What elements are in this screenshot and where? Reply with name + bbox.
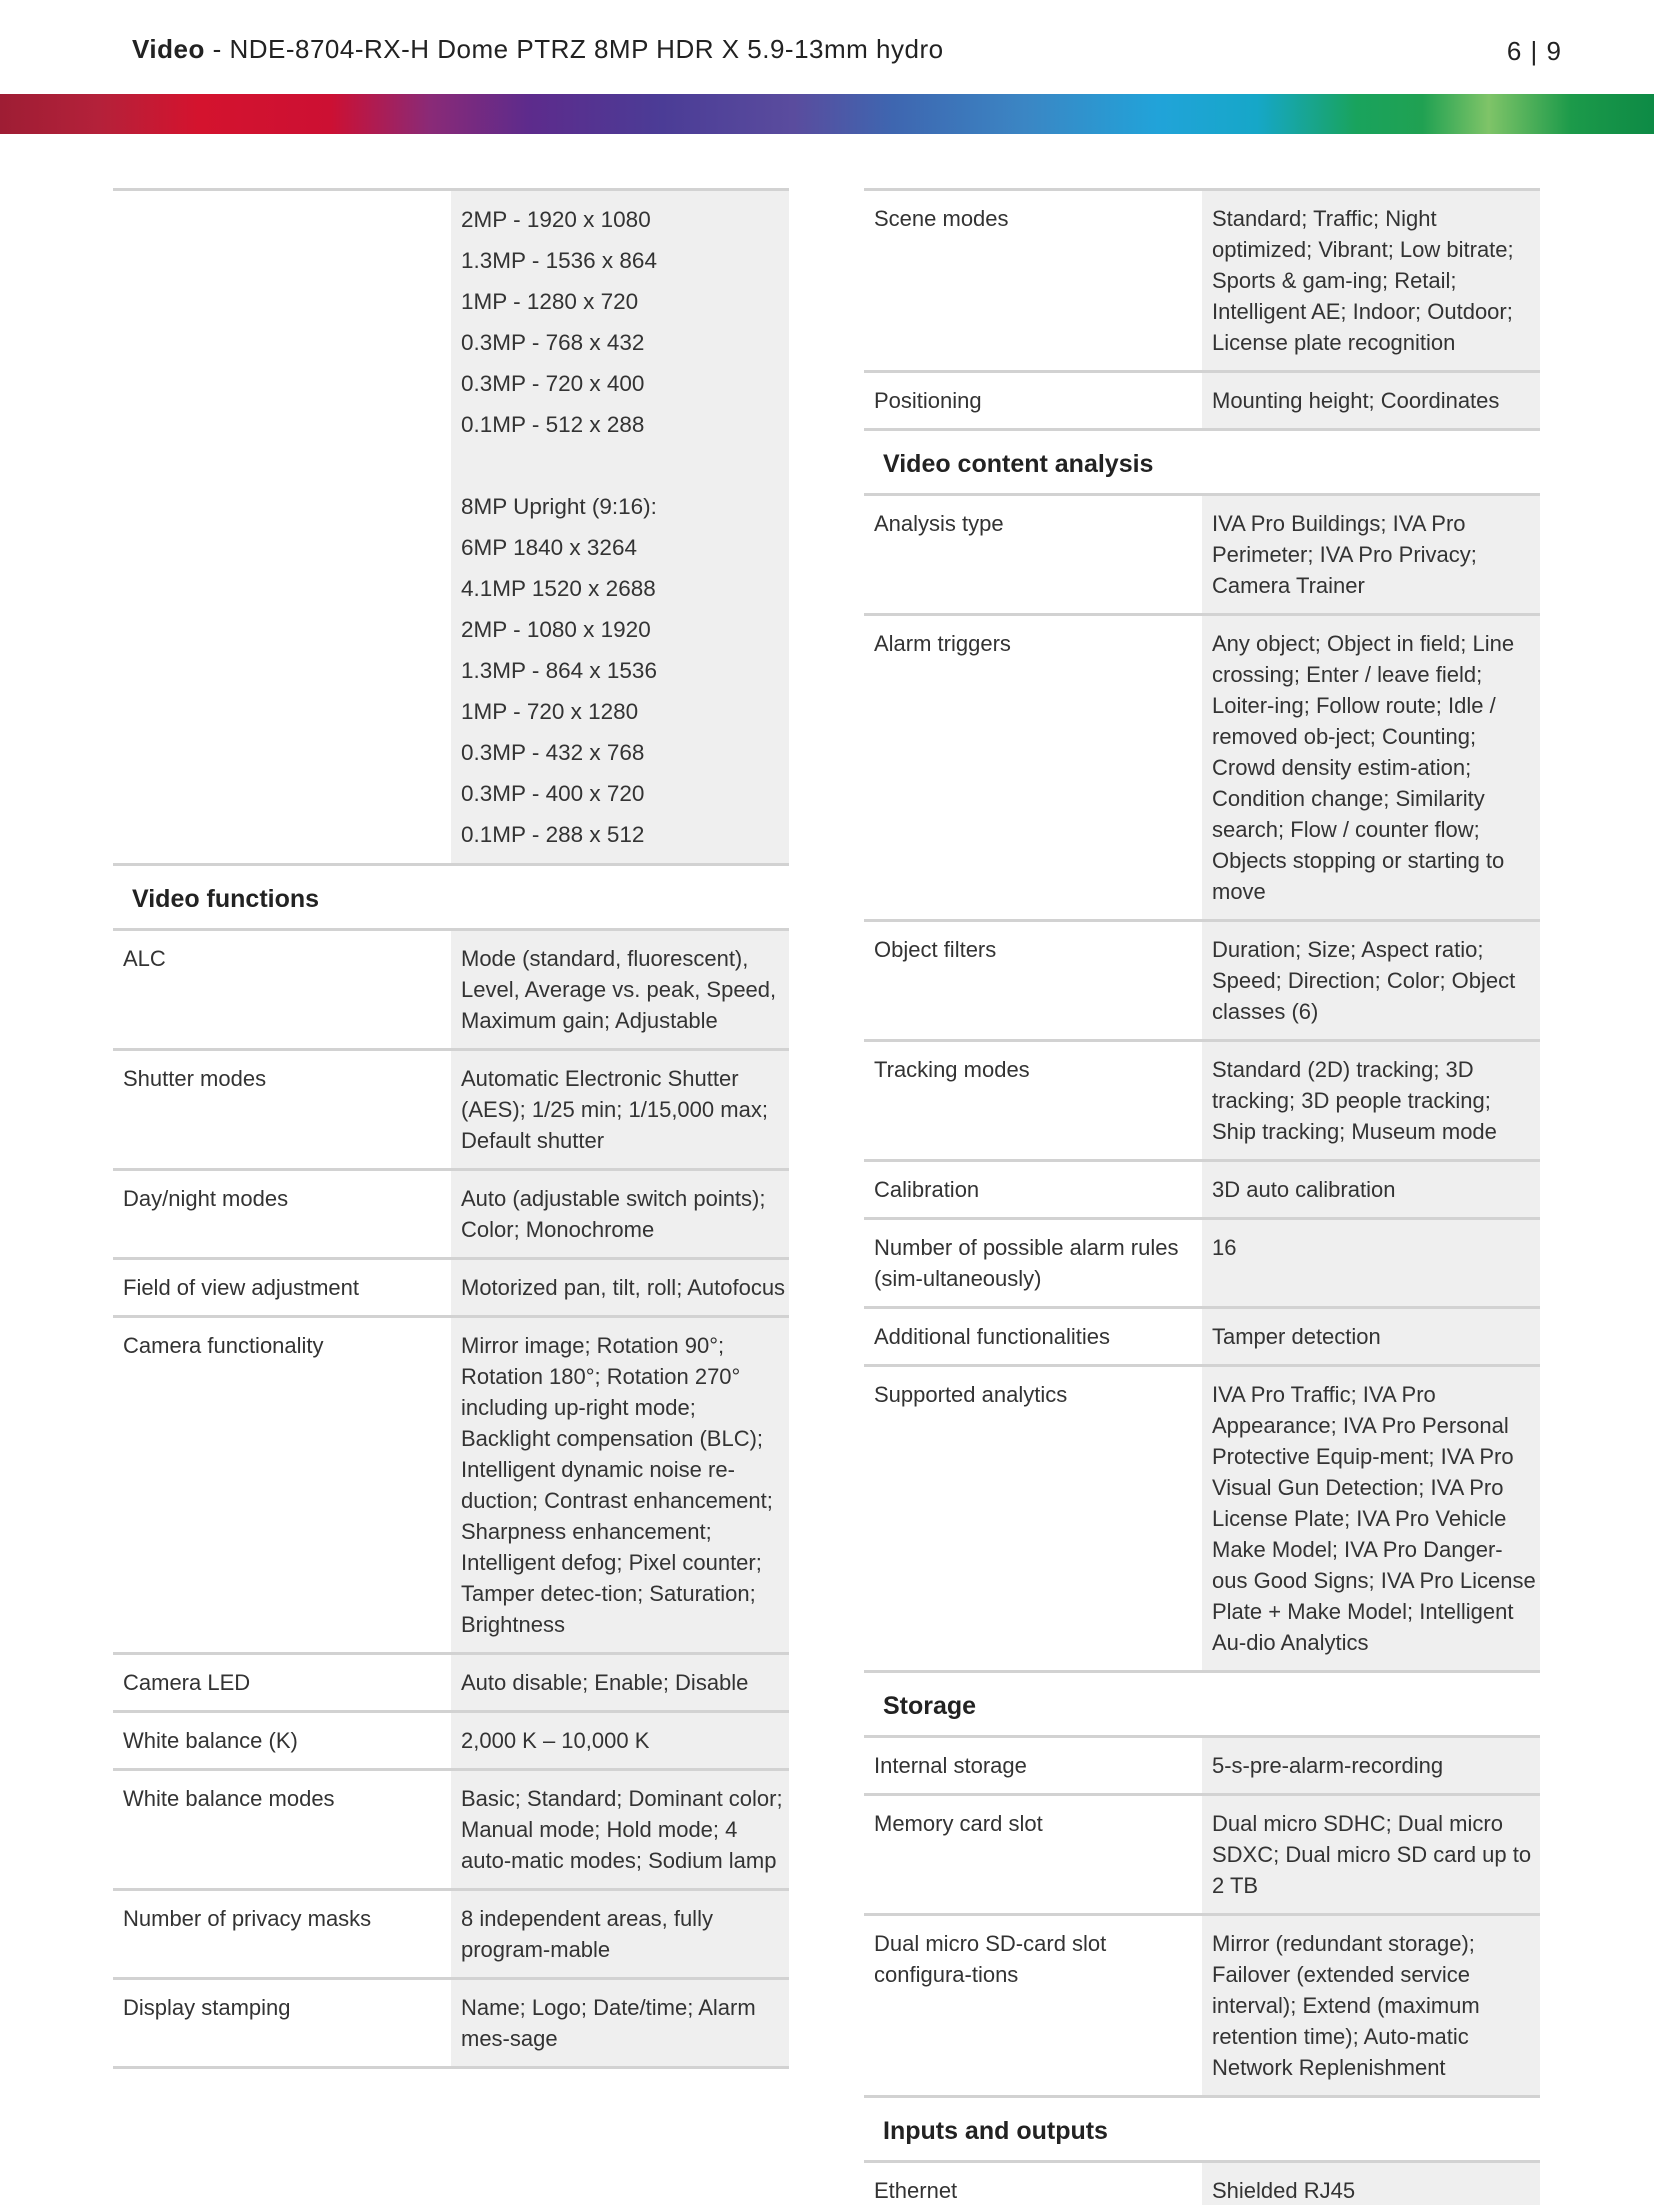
table-row <box>864 1219 1540 1308</box>
row-label: Supported analytics <box>864 1366 1202 1672</box>
row-label: Shutter modes <box>113 1050 451 1170</box>
row-value: Basic; Standard; Dominant color; Manual mode; Hold mode; 4 auto-matic modes; Sodium lamp <box>451 1770 789 1890</box>
table-row-resolutions <box>113 190 789 865</box>
table-row <box>113 1259 789 1317</box>
row-value: 3D auto calibration <box>1202 1161 1540 1219</box>
resolution-spacer <box>461 445 787 486</box>
row-label: Object filters <box>864 921 1202 1041</box>
row-value: Any object; Object in field; Line crossing; Enter / leave field; Loiter-ing; Follow route; Idle / removed ob-ject; Counting; Crowd density estim-ation; Condition change; Similarity search; Flow / counter flow; Objects stopping or starting to move <box>1202 615 1540 921</box>
table-row <box>864 2162 1540 2205</box>
row-label: Calibration <box>864 1161 1202 1219</box>
resolution-item: 0.3MP - 432 x 768 <box>461 740 645 765</box>
row-label: White balance (K) <box>113 1712 451 1770</box>
row-label: Field of view adjustment <box>113 1259 451 1317</box>
row-value: Motorized pan, tilt, roll; Autofocus <box>451 1259 789 1317</box>
row-value: Standard (2D) tracking; 3D tracking; 3D people tracking; Ship tracking; Museum mode <box>1202 1041 1540 1161</box>
row-label: Scene modes <box>864 190 1202 372</box>
section-heading-video-content-analysis <box>864 430 1540 495</box>
row-label: Alarm triggers <box>864 615 1202 921</box>
resolution-item: 8MP Upright (9:16): <box>461 494 657 519</box>
section-title: Inputs and outputs <box>864 2097 1540 2162</box>
table-row <box>113 1890 789 1979</box>
resolution-item: 0.3MP - 400 x 720 <box>461 781 645 806</box>
row-label: Camera functionality <box>113 1317 451 1654</box>
row-value: Mirror image; Rotation 90°; Rotation 180°; Rotation 270° including up-right mode; Backlight compensation (BLC); Intelligent dynamic noise re-duction; Contrast enhancement; Sharpness enhancement; Intelligent defog; Pixel counter; Tamper detec-tion; Saturation; Brightness <box>451 1317 789 1654</box>
row-value: IVA Pro Buildings; IVA Pro Perimeter; IVA Pro Privacy; Camera Trainer <box>1202 495 1540 615</box>
row-label: White balance modes <box>113 1770 451 1890</box>
section-heading-video-functions <box>113 865 789 930</box>
resolution-item: 0.3MP - 720 x 400 <box>461 371 645 396</box>
row-value: IVA Pro Traffic; IVA Pro Appearance; IVA Pro Personal Protective Equip-ment; IVA Pro Visual Gun Detection; IVA Pro License Plate; IVA Pro Vehicle Make Model; IVA Pro Danger-ous Good Signs; IVA Pro License Plate + Make Model; Intelligent Au-dio Analytics <box>1202 1366 1540 1672</box>
row-label <box>113 190 451 865</box>
row-value: 5-s-pre-alarm-recording <box>1202 1737 1540 1795</box>
section-title: Storage <box>864 1672 1540 1737</box>
table-row <box>864 921 1540 1041</box>
row-label: Dual micro SD-card slot configura-tions <box>864 1915 1202 2097</box>
table-row <box>864 1366 1540 1672</box>
spec-table-video-functions <box>113 188 789 2069</box>
table-row <box>864 190 1540 372</box>
table-row <box>864 1041 1540 1161</box>
section-heading-inputs-outputs <box>864 2097 1540 2162</box>
row-label: Ethernet <box>864 2162 1202 2205</box>
section-title: Video content analysis <box>864 430 1540 495</box>
resolution-item: 1.3MP - 1536 x 864 <box>461 248 657 273</box>
table-row <box>864 1737 1540 1795</box>
row-value: Auto disable; Enable; Disable <box>451 1654 789 1712</box>
row-value: Tamper detection <box>1202 1308 1540 1366</box>
row-label: Number of privacy masks <box>113 1890 451 1979</box>
row-value: 8 independent areas, fully program-mable <box>451 1890 789 1979</box>
table-row <box>864 1161 1540 1219</box>
resolution-item: 0.1MP - 288 x 512 <box>461 822 645 847</box>
row-label: Tracking modes <box>864 1041 1202 1161</box>
left-spec-column <box>113 188 789 2069</box>
table-row <box>113 1979 789 2068</box>
row-label: ALC <box>113 930 451 1050</box>
row-value: Mirror (redundant storage); Failover (extended service interval); Extend (maximum retention time); Auto-matic Network Replenishment <box>1202 1915 1540 2097</box>
row-value: 2,000 K – 10,000 K <box>451 1712 789 1770</box>
row-value: Dual micro SDHC; Dual micro SDXC; Dual micro SD card up to 2 TB <box>1202 1795 1540 1915</box>
table-row <box>113 1317 789 1654</box>
section-title: Video functions <box>113 865 789 930</box>
table-row <box>864 1308 1540 1366</box>
resolution-item: 1MP - 1280 x 720 <box>461 289 639 314</box>
resolution-item: 4.1MP 1520 x 2688 <box>461 576 656 601</box>
resolution-item: 2MP - 1920 x 1080 <box>461 207 651 232</box>
table-row <box>113 1050 789 1170</box>
product-title: - NDE-8704-RX-H Dome PTRZ 8MP HDR X 5.9-13mm hydro <box>212 34 944 64</box>
spec-table-analysis-storage-io <box>864 188 1540 2205</box>
row-label: Internal storage <box>864 1737 1202 1795</box>
table-row <box>864 1915 1540 2097</box>
table-row <box>113 930 789 1050</box>
table-row <box>864 1795 1540 1915</box>
row-value: Mounting height; Coordinates <box>1202 372 1540 430</box>
table-row <box>113 1770 789 1890</box>
resolution-item: 1MP - 720 x 1280 <box>461 699 639 724</box>
row-label: Number of possible alarm rules (sim-ultaneously) <box>864 1219 1202 1308</box>
row-label: Memory card slot <box>864 1795 1202 1915</box>
brand-color-band <box>0 94 1654 134</box>
row-value: Auto (adjustable switch points); Color; Monochrome <box>451 1170 789 1259</box>
right-spec-column <box>864 188 1540 2205</box>
document-title <box>132 34 944 65</box>
resolution-item: 6MP 1840 x 3264 <box>461 535 637 560</box>
resolution-item: 0.3MP - 768 x 432 <box>461 330 645 355</box>
row-value: 16 <box>1202 1219 1540 1308</box>
table-row <box>113 1654 789 1712</box>
resolution-item: 2MP - 1080 x 1920 <box>461 617 651 642</box>
row-label: Analysis type <box>864 495 1202 615</box>
resolution-item: 1.3MP - 864 x 1536 <box>461 658 657 683</box>
section-label: Video <box>132 34 205 64</box>
table-row <box>864 372 1540 430</box>
row-label: Additional functionalities <box>864 1308 1202 1366</box>
page-header <box>132 34 1562 74</box>
resolution-item: 0.1MP - 512 x 288 <box>461 412 645 437</box>
row-value: Shielded RJ45 <box>1202 2162 1540 2205</box>
row-value: Automatic Electronic Shutter (AES); 1/25 min; 1/15,000 max; Default shutter <box>451 1050 789 1170</box>
table-row <box>113 1170 789 1259</box>
row-value: Duration; Size; Aspect ratio; Speed; Direction; Color; Object classes (6) <box>1202 921 1540 1041</box>
row-label: Camera LED <box>113 1654 451 1712</box>
resolution-list <box>451 190 789 865</box>
page-number: 6 | 9 <box>1506 36 1562 66</box>
row-label: Day/night modes <box>113 1170 451 1259</box>
row-label: Display stamping <box>113 1979 451 2068</box>
row-label: Positioning <box>864 372 1202 430</box>
table-row <box>864 495 1540 615</box>
row-value: Standard; Traffic; Night optimized; Vibrant; Low bitrate; Sports & gam-ing; Retail; Intelligent AE; Indoor; Outdoor; License plate recognition <box>1202 190 1540 372</box>
table-row <box>864 615 1540 921</box>
row-value: Mode (standard, fluorescent), Level, Average vs. peak, Speed, Maximum gain; Adjustable <box>451 930 789 1050</box>
section-heading-storage <box>864 1672 1540 1737</box>
table-row <box>113 1712 789 1770</box>
row-value: Name; Logo; Date/time; Alarm mes-sage <box>451 1979 789 2068</box>
